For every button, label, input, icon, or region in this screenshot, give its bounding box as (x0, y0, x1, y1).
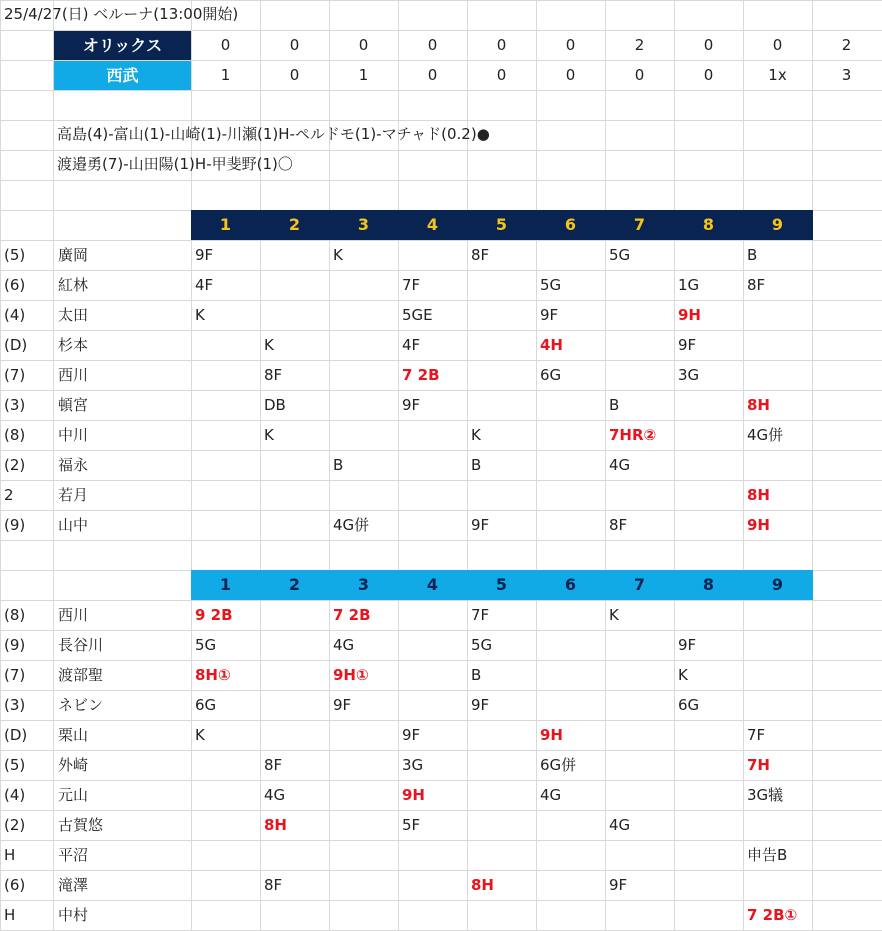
orix-batter-name: 頓宮 (58, 396, 89, 414)
seibu-at-bat-result: 6G (195, 696, 217, 714)
orix-at-bat-result: 8F (264, 366, 283, 384)
orix-batter-name: 若月 (58, 486, 89, 504)
orix-inning-number: 9 (743, 210, 812, 239)
seibu-at-bat-result: 5F (402, 816, 421, 834)
seibu-batter-name: 外崎 (58, 756, 89, 774)
orix-at-bat-result: 4G併 (747, 426, 784, 444)
orix-at-bat-result: B (747, 246, 758, 264)
orix-batter-position: (5) (4, 246, 26, 264)
seibu-inning-number: 8 (674, 570, 743, 599)
seibu-inning-number: 3 (329, 570, 398, 599)
seibu-at-bat-result: 4G (333, 636, 355, 654)
linescore-inning-score: 1 (220, 66, 231, 84)
orix-batter-position: (9) (4, 516, 26, 534)
orix-at-bat-result: 8F (471, 246, 490, 264)
orix-at-bat-result: K (333, 246, 343, 264)
orix-at-bat-result: 8H (747, 486, 770, 504)
seibu-at-bat-result: 9H (402, 786, 425, 804)
orix-at-bat-result: 8F (747, 276, 766, 294)
seibu-batter-name: 栗山 (58, 726, 89, 744)
seibu-batter-name: 元山 (58, 786, 89, 804)
orix-batter-name: 中川 (58, 426, 89, 444)
orix-pitchers: 高島(4)-富山(1)-山崎(1)-川瀬(1)H-ペルドモ(1)-マチャド(0.2)● (57, 125, 490, 143)
linescore-inning-score: 0 (427, 36, 438, 54)
seibu-at-bat-result: 7 2B① (747, 906, 798, 924)
orix-at-bat-result: 9F (402, 396, 421, 414)
linescore-inning-score: 0 (220, 36, 231, 54)
seibu-at-bat-result: 7H (747, 756, 770, 774)
seibu-batter-name: 平沼 (58, 846, 89, 864)
seibu-inning-number: 2 (260, 570, 329, 599)
seibu-at-bat-result: 9H① (333, 666, 369, 684)
orix-batter-position: (D) (4, 336, 28, 354)
seibu-at-bat-result: 9H (540, 726, 563, 744)
seibu-at-bat-result: 9 2B (195, 606, 233, 624)
orix-inning-number: 4 (398, 210, 467, 239)
seibu-inning-number: 4 (398, 570, 467, 599)
orix-at-bat-result: 9F (195, 246, 214, 264)
seibu-at-bat-result: 9F (471, 696, 490, 714)
seibu-batter-position: (2) (4, 816, 26, 834)
orix-at-bat-result: 9F (678, 336, 697, 354)
orix-at-bat-result: B (471, 456, 482, 474)
orix-batter-position: (3) (4, 396, 26, 414)
seibu-at-bat-result: 7 2B (333, 606, 371, 624)
seibu-at-bat-result: K (678, 666, 688, 684)
seibu-at-bat-result: 申告B (747, 846, 788, 864)
seibu-at-bat-result: 3G (402, 756, 424, 774)
orix-at-bat-result: 5GE (402, 306, 433, 324)
orix-at-bat-result: 7 2B (402, 366, 440, 384)
orix-inning-number: 5 (467, 210, 536, 239)
orix-at-bat-result: 1G (678, 276, 700, 294)
orix-batter-name: 福永 (58, 456, 89, 474)
orix-batter-name: 山中 (58, 516, 89, 534)
seibu-at-bat-result: 8F (264, 756, 283, 774)
orix-at-bat-result: 5G (540, 276, 562, 294)
orix-inning-number: 1 (191, 210, 260, 239)
orix-batter-position: (4) (4, 306, 26, 324)
seibu-batter-position: H (4, 906, 16, 924)
seibu-inning-number: 9 (743, 570, 812, 599)
orix-batter-name: 西川 (58, 366, 89, 384)
linescore-inning-score: 0 (427, 66, 438, 84)
linescore-inning-score: 0 (358, 36, 369, 54)
orix-at-bat-result: 7HR② (609, 426, 657, 444)
linescore-team-name: 西武 (54, 61, 191, 90)
orix-at-bat-result: 9F (471, 516, 490, 534)
linescore-inning-score: 0 (496, 36, 507, 54)
orix-at-bat-result: K (195, 306, 205, 324)
seibu-at-bat-result: 7F (747, 726, 766, 744)
orix-at-bat-result: 4F (402, 336, 421, 354)
seibu-pitchers: 渡邉勇(7)-山田陽(1)H-甲斐野(1)〇 (57, 155, 293, 173)
linescore-inning-score: 0 (289, 66, 300, 84)
seibu-at-bat-result: 3G犠 (747, 786, 784, 804)
orix-at-bat-result: 4F (195, 276, 214, 294)
orix-at-bat-result: B (333, 456, 344, 474)
orix-at-bat-result: K (471, 426, 481, 444)
seibu-batter-position: (7) (4, 666, 26, 684)
seibu-at-bat-result: 6G併 (540, 756, 577, 774)
orix-at-bat-result: 9F (540, 306, 559, 324)
linescore-inning-score: 0 (772, 36, 783, 54)
seibu-at-bat-result: K (609, 606, 619, 624)
orix-batter-position: 2 (4, 486, 14, 504)
seibu-inning-number: 1 (191, 570, 260, 599)
seibu-batter-position: (9) (4, 636, 26, 654)
orix-at-bat-result: DB (264, 396, 286, 414)
linescore-inning-score: 0 (703, 36, 714, 54)
orix-batter-name: 紅林 (58, 276, 89, 294)
seibu-batter-position: (8) (4, 606, 26, 624)
game-title: 25/4/27(日) ベルーナ(13:00開始) (4, 5, 239, 23)
linescore-inning-score: 2 (634, 36, 645, 54)
seibu-at-bat-result: 8F (264, 876, 283, 894)
orix-batter-position: (8) (4, 426, 26, 444)
seibu-batter-name: 長谷川 (58, 636, 104, 654)
seibu-inning-number: 5 (467, 570, 536, 599)
linescore-total: 3 (841, 66, 852, 84)
orix-batter-name: 杉本 (58, 336, 89, 354)
seibu-at-bat-result: 4G (264, 786, 286, 804)
seibu-batter-position: (D) (4, 726, 28, 744)
linescore-team-name: オリックス (54, 31, 191, 60)
seibu-batter-name: 中村 (58, 906, 89, 924)
seibu-at-bat-result: 5G (471, 636, 493, 654)
seibu-inning-number: 7 (605, 570, 674, 599)
seibu-at-bat-result: 7F (471, 606, 490, 624)
seibu-at-bat-result: 9F (402, 726, 421, 744)
seibu-batter-position: (5) (4, 756, 26, 774)
orix-at-bat-result: B (609, 396, 620, 414)
seibu-at-bat-result: 4G (609, 816, 631, 834)
orix-batter-position: (6) (4, 276, 26, 294)
orix-inning-number: 6 (536, 210, 605, 239)
seibu-batter-position: H (4, 846, 16, 864)
seibu-at-bat-result: 8H (471, 876, 494, 894)
linescore-inning-score: 0 (289, 36, 300, 54)
orix-inning-number: 8 (674, 210, 743, 239)
linescore-inning-score: 0 (634, 66, 645, 84)
orix-inning-number: 3 (329, 210, 398, 239)
orix-at-bat-result: 9H (747, 516, 770, 534)
seibu-at-bat-result: 9F (609, 876, 628, 894)
seibu-at-bat-result: 9F (678, 636, 697, 654)
orix-at-bat-result: 4G併 (333, 516, 370, 534)
seibu-at-bat-result: 9F (333, 696, 352, 714)
orix-at-bat-result: 7F (402, 276, 421, 294)
orix-at-bat-result: 9H (678, 306, 701, 324)
seibu-inning-number: 6 (536, 570, 605, 599)
linescore-inning-score: 0 (565, 36, 576, 54)
seibu-batter-name: 西川 (58, 606, 89, 624)
linescore-inning-score: 0 (703, 66, 714, 84)
linescore-inning-score: 0 (496, 66, 507, 84)
linescore-total: 2 (841, 36, 852, 54)
seibu-batter-position: (4) (4, 786, 26, 804)
orix-at-bat-result: K (264, 336, 274, 354)
seibu-batter-name: ネビン (58, 696, 104, 714)
seibu-at-bat-result: K (195, 726, 205, 744)
seibu-at-bat-result: 8H① (195, 666, 231, 684)
seibu-batter-name: 古賀悠 (58, 816, 104, 834)
orix-batter-name: 太田 (58, 306, 89, 324)
linescore-inning-score: 1 (358, 66, 369, 84)
linescore-inning-score: 1x (768, 66, 787, 84)
orix-at-bat-result: 6G (540, 366, 562, 384)
orix-inning-number: 2 (260, 210, 329, 239)
orix-batter-name: 廣岡 (58, 246, 89, 264)
orix-at-bat-result: 8F (609, 516, 628, 534)
orix-batter-position: (7) (4, 366, 26, 384)
seibu-batter-position: (6) (4, 876, 26, 894)
seibu-at-bat-result: 4G (540, 786, 562, 804)
seibu-batter-position: (3) (4, 696, 26, 714)
seibu-at-bat-result: 6G (678, 696, 700, 714)
seibu-at-bat-result: 8H (264, 816, 287, 834)
seibu-batter-name: 渡部聖 (58, 666, 104, 684)
orix-at-bat-result: 4H (540, 336, 563, 354)
seibu-at-bat-result: B (471, 666, 482, 684)
linescore-inning-score: 0 (565, 66, 576, 84)
seibu-at-bat-result: 5G (195, 636, 217, 654)
seibu-batter-name: 滝澤 (58, 876, 89, 894)
orix-at-bat-result: 5G (609, 246, 631, 264)
orix-at-bat-result: 4G (609, 456, 631, 474)
orix-batter-position: (2) (4, 456, 26, 474)
orix-at-bat-result: 8H (747, 396, 770, 414)
orix-at-bat-result: 3G (678, 366, 700, 384)
orix-at-bat-result: K (264, 426, 274, 444)
orix-inning-number: 7 (605, 210, 674, 239)
